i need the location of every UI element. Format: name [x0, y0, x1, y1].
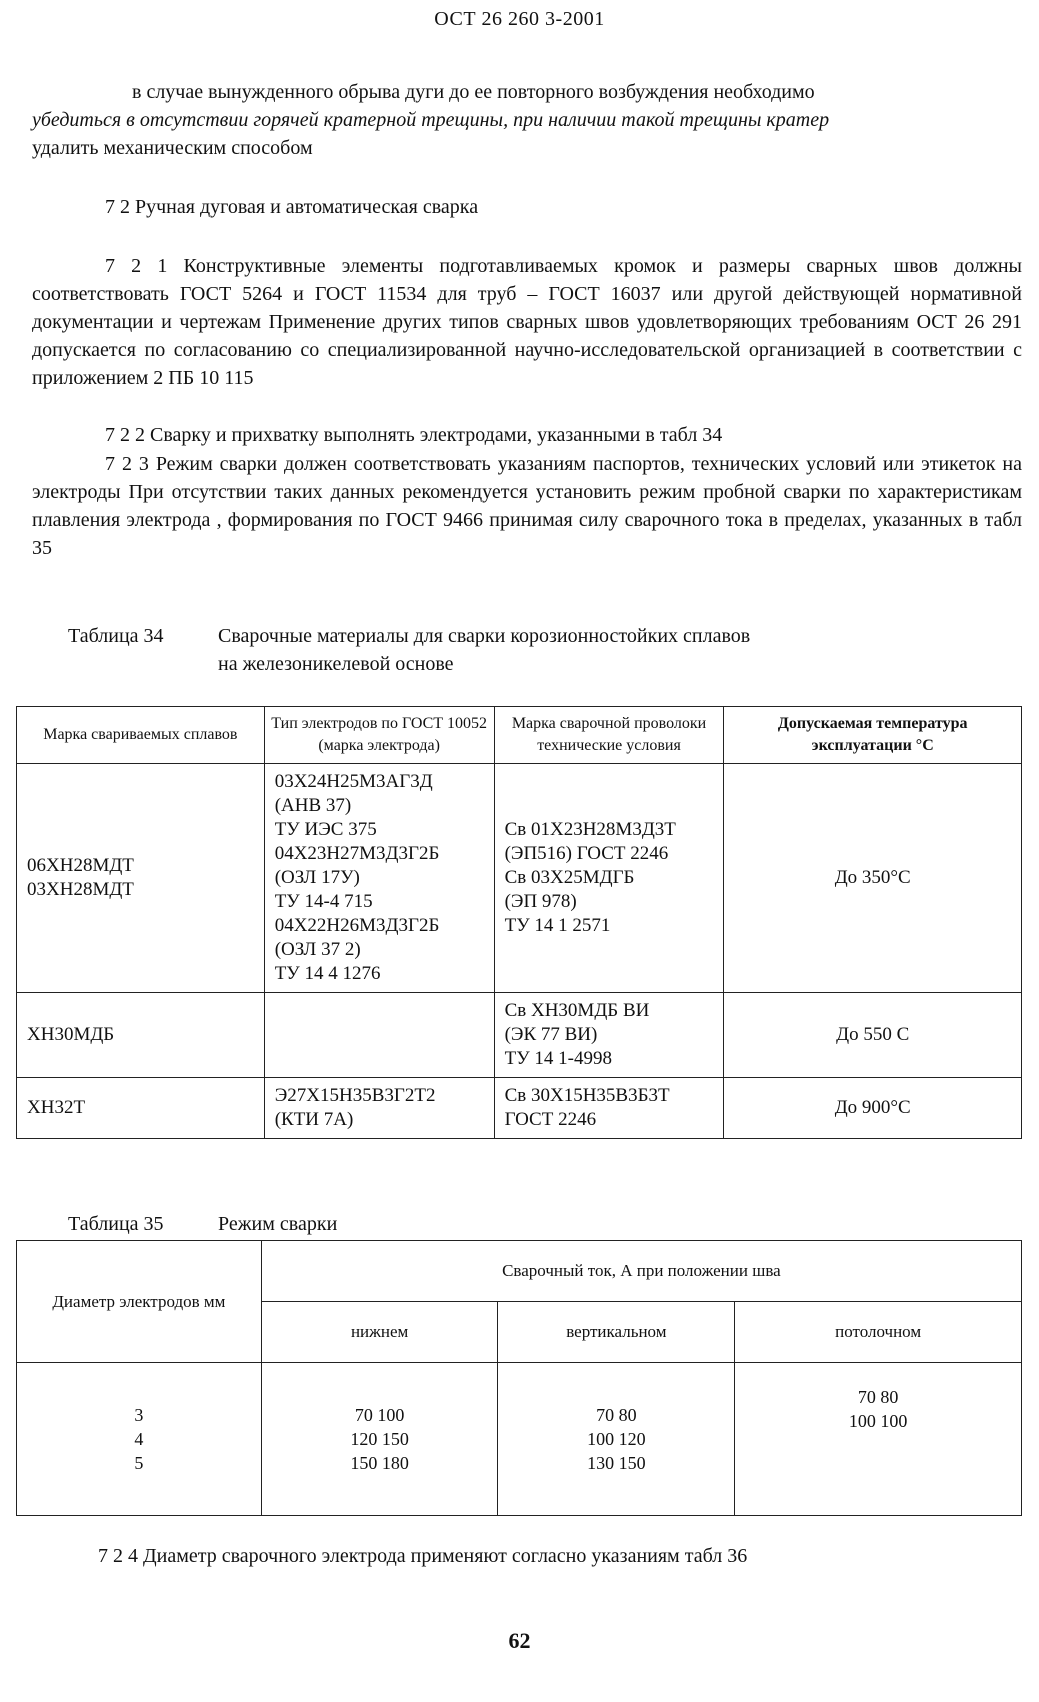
wire-line: ТУ 14 1 2571 [504, 915, 611, 936]
electrode-line: ТУ ИЭС 375 [274, 819, 377, 840]
table-34-header-temperature: Допускаемая температура эксплуатации °С [724, 707, 1022, 764]
table-34-wire-cell [494, 993, 724, 1078]
current-vertical: 130 150 [587, 1453, 646, 1473]
table-35-header-row-1 [17, 1241, 1022, 1302]
table-34-temperature-cell: До 900°С [724, 1078, 1022, 1139]
wire-line: (ЭП 978) [504, 891, 577, 912]
alloy-grade: 06ХН28МДТ [27, 855, 134, 876]
table-34-alloy-cell [17, 1078, 265, 1139]
current-flat: 120 150 [350, 1429, 409, 1449]
alloy-grade: ХН30МДБ [27, 1024, 115, 1045]
current-vertical: 70 80 [596, 1405, 637, 1425]
table-35-flat-cell [261, 1363, 498, 1516]
wire-line: (ЭК 77 ВИ) [504, 1024, 598, 1045]
table-35-header-vertical: вертикальном [498, 1302, 735, 1363]
table-34-electrode-cell [264, 1078, 494, 1139]
electrode-line: (КТИ 7А) [274, 1109, 354, 1130]
table-34-header-wire: Марка сварочной проволоки технические условия [494, 707, 724, 764]
wire-line: (ЭП516) ГОСТ 2246 [504, 843, 669, 864]
wire-line: Св ХН30МДБ ВИ [504, 1000, 650, 1021]
electrode-line: (АНВ 37) [274, 795, 352, 816]
wire-line: Св 03Х25МДГБ [504, 867, 635, 888]
paragraph-7-2-1: 7 2 1 Конструктивные элементы подготавливаемых кромок и размеры сварных швов должны соответствовать ГОСТ 5264 и ГОСТ 11534 для труб – ГОСТ 16037 или другой действующей нормативной документации и чертежам Применение других типов сварных швов удовлетворяющих требованиям ОСТ 26 291 допускается по согласованию со специализированной научно-исследовательской организацией в соответствии с приложением 2 ПБ 10 115 [32, 255, 1022, 389]
table-35-header-current: Сварочный ток, А при положении шва [261, 1241, 1021, 1302]
table-34-electrode-cell [264, 993, 494, 1078]
paragraph-7-2-2: 7 2 2 Сварку и прихватку выполнять электродами, указанными в табл 34 [105, 424, 723, 446]
table-35-data-row [17, 1363, 1022, 1516]
wire-line: Св 01Х23Н28М3Д3Т [504, 819, 676, 840]
electrode-diameter: 4 [134, 1429, 144, 1449]
electrode-line: 04Х22Н26М3Д3Г2Б [274, 915, 440, 936]
electrode-line: ТУ 14-4 715 [274, 891, 373, 912]
electrode-diameter: 3 [134, 1405, 144, 1425]
alloy-grade: 03ХН28МДТ [27, 879, 134, 900]
electrode-line: 03Х24Н25М3АГ3Д [274, 771, 433, 792]
electrode-line: ТУ 14 4 1276 [274, 963, 381, 984]
table-34-row [17, 993, 1022, 1078]
table-35-overhead-cell [735, 1363, 1022, 1516]
table-34-temperature-cell: До 550 С [724, 993, 1022, 1078]
table-35-number: Таблица 35 [68, 1213, 164, 1235]
electrode-line: (ОЗЛ 17У) [274, 867, 360, 888]
table-34-wire-cell [494, 1078, 724, 1139]
paragraph-7-2-4: 7 2 4 Диаметр сварочного электрода применяют согласно указаниям табл 36 [98, 1545, 748, 1567]
table-34-row [17, 764, 1022, 993]
document-header: ОСТ 26 260 3-2001 [434, 8, 605, 30]
table-34-caption [68, 622, 750, 678]
table-34-header-alloy: Марка свариваемых сплавов [17, 707, 265, 764]
table-34-header-row [17, 707, 1022, 764]
table-34-title-line-2: на железоникелевой основе [218, 653, 454, 675]
table-35-vertical-cell [498, 1363, 735, 1516]
table-34-temperature-cell: До 350°С [724, 764, 1022, 993]
table-34-wire-cell [494, 764, 724, 993]
table-34-number: Таблица 34 [68, 625, 164, 647]
table-35-title: Режим сварки [218, 1213, 338, 1235]
table-34 [16, 706, 1022, 1139]
table-35-header-diameter: Диаметр электродов мм [17, 1241, 262, 1363]
section-heading-7-2: 7 2 Ручная дуговая и автоматическая сварка [105, 196, 479, 218]
table-34-header-electrode: Тип электродов по ГОСТ 10052 (марка электрода) [264, 707, 494, 764]
wire-line: ГОСТ 2246 [504, 1109, 597, 1130]
table-34-row [17, 1078, 1022, 1139]
table-34-title-line-1: Сварочные материалы для сварки корозионностойких сплавов [218, 625, 751, 647]
intro-line-2: убедиться в отсутствии горячей кратерной трещины, при наличии такой трещины кратер [32, 109, 830, 131]
electrode-diameter: 5 [134, 1453, 144, 1473]
table-34-electrode-cell [264, 764, 494, 993]
wire-line: Св 30Х15Н35В3Б3Т [504, 1085, 670, 1106]
current-overhead: 100 100 [848, 1411, 908, 1431]
table-35-diameters-cell [17, 1363, 262, 1516]
intro-line-3: удалить механическим способом [32, 137, 313, 159]
table-34-alloy-cell [17, 993, 265, 1078]
current-flat: 150 180 [350, 1453, 409, 1473]
current-vertical: 100 120 [587, 1429, 646, 1449]
table-35-header-flat: нижнем [261, 1302, 498, 1363]
table-35 [16, 1240, 1022, 1516]
wire-line: ТУ 14 1-4998 [504, 1048, 612, 1069]
intro-paragraph [32, 78, 1022, 162]
electrode-line: 04Х23Н27М3Д3Г2Б [274, 843, 440, 864]
table-35-caption [68, 1213, 337, 1236]
page-number: 62 [508, 1628, 531, 1653]
table-35-header-overhead: потолочном [735, 1302, 1022, 1363]
intro-line-1: в случае вынужденного обрыва дуги до ее повторного возбуждения необходимо [132, 81, 815, 103]
alloy-grade: ХН32Т [27, 1097, 86, 1118]
electrode-line: (ОЗЛ 37 2) [274, 939, 361, 960]
current-flat: 70 100 [354, 1405, 405, 1425]
table-34-alloy-cell [17, 764, 265, 993]
electrode-line: Э27Х15Н35В3Г2Т2 [274, 1085, 436, 1106]
paragraph-7-2-3: 7 2 3 Режим сварки должен соответствовать указаниям паспортов, технических условий или этикеток на электроды При отсутствии таких данных рекомендуется установить режим пробной сварки по характеристикам плавления электрода , формирования по ГОСТ 9466 принимая силу сварочного тока в пределах, указанных в табл 35 [32, 453, 1022, 559]
current-overhead: 70 80 [857, 1387, 899, 1407]
